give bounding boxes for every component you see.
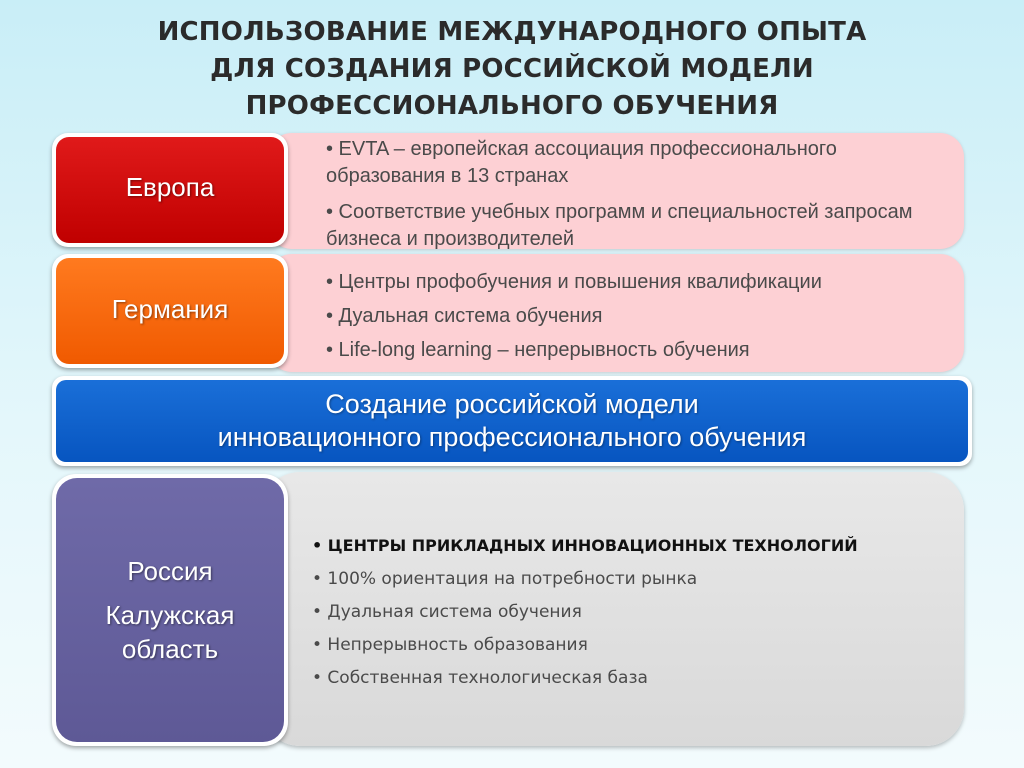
- germany-bullet-2: • Дуальная система обучения: [326, 305, 603, 327]
- europe-bullets: [326, 136, 946, 262]
- russia-label: [56, 478, 284, 742]
- banner-line-2: инновационного профессионального обучения: [217, 422, 807, 452]
- germany-bullet-3: • Life-long learning – непрерывность обучения: [326, 339, 750, 361]
- russia-label-line-2: Калужская: [105, 600, 235, 630]
- title-line-3: ПРОФЕССИОНАЛЬНОГО ОБУЧЕНИЯ: [245, 91, 779, 121]
- russia-bullets: [312, 535, 952, 700]
- russia-bullet-5: • Собственная технологическая база: [312, 668, 648, 688]
- russia-bullet-3: • Дуальная система обучения: [312, 602, 582, 622]
- europe-bullet-2: • Соответствие учебных программ и специальностей запросам бизнеса и производителей: [326, 201, 913, 250]
- slide-title: [0, 14, 1024, 125]
- germany-label-box: [52, 254, 288, 368]
- russia-label-line-1: Россия: [127, 556, 213, 586]
- europe-label-text: Европа: [125, 171, 215, 202]
- russia-label-line-3: область: [121, 634, 219, 664]
- russia-bullet-2: • 100% ориентация на потребности рынка: [312, 569, 698, 589]
- europe-bullet-1: • EVTA – европейская ассоциация профессионального образования в 13 странах: [326, 138, 837, 187]
- russia-bullet-1: • ЦЕНТРЫ ПРИКЛАДНЫХ ИННОВАЦИОННЫХ ТЕХНОЛОГИЙ: [312, 536, 858, 555]
- germany-label: [56, 258, 284, 364]
- banner-line-1: Создание российской модели: [325, 389, 699, 419]
- title-line-1: ИСПОЛЬЗОВАНИЕ МЕЖДУНАРОДНОГО ОПЫТА: [157, 17, 867, 47]
- russia-bullet-4: • Непрерывность образования: [312, 635, 588, 655]
- germany-bullet-1: • Центры профобучения и повышения квалификации: [326, 271, 822, 293]
- banner-box: [52, 376, 972, 466]
- europe-label: [56, 137, 284, 243]
- germany-bullets: [326, 269, 946, 371]
- germany-label-text: Германия: [111, 293, 229, 324]
- title-line-2: ДЛЯ СОЗДАНИЯ РОССИЙСКОЙ МОДЕЛИ: [210, 54, 814, 84]
- europe-label-box: [52, 133, 288, 247]
- banner: [56, 380, 968, 462]
- russia-label-box: [52, 474, 288, 746]
